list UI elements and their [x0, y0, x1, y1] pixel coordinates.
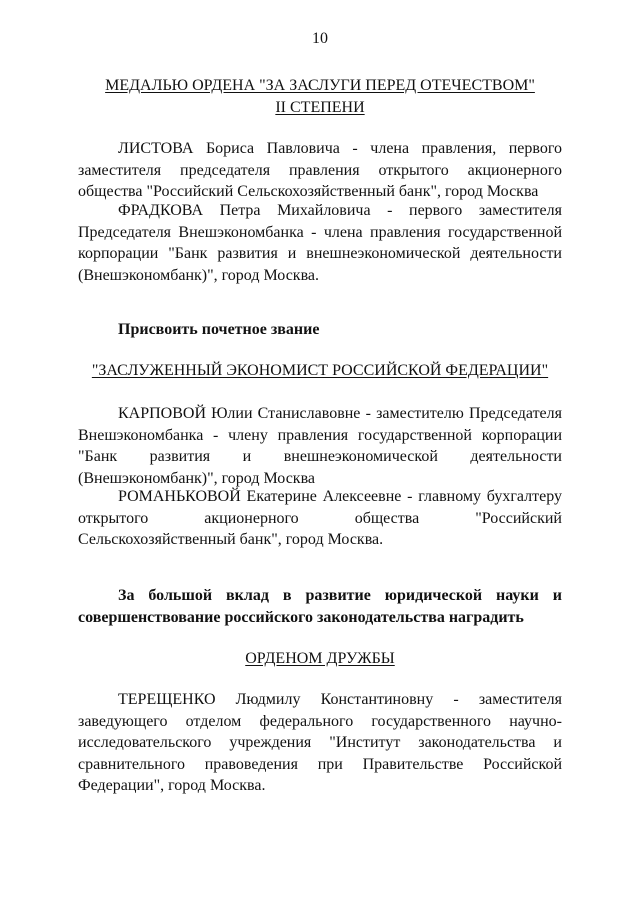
text-tereshchenko: Людмилу Константиновну - заместителя заведующего отделом федерального государственного научно-исследовательского учреждения "Институт законодательства и сравнительного правоведения при Правительстве Российской Федерации", город Москва. — [78, 691, 562, 794]
text-karpova: Юлии Станиславовне - заместителю Председателя Внешэкономбанка - члену правления государственной корпорации "Банк развития и внешнеэкономической деятельности (Внешэкономбанк)", город Москва — [78, 405, 562, 487]
medal-title — [80, 75, 560, 118]
honor-title-text: "ЗАСЛУЖЕННЫЙ ЭКОНОМИСТ РОССИЙСКОЙ ФЕДЕРАЦИИ" — [91, 362, 549, 379]
surname-karpova: КАРПОВОЙ — [118, 405, 207, 422]
text-fradkov: Петра Михайловича - первого заместителя Председателя Внешэкономбанка - члена правления государственной корпорации "Банк развития и внешнеэкономической деятельности (Внешэкономбанк)", город Москва. — [78, 202, 562, 284]
text-romankova: Екатерине Алексеевне - главному бухгалтеру открытого акционерного общества "Российский Сельскохозяйственный банк", город Москва. — [78, 488, 562, 548]
honor-title — [80, 360, 560, 382]
paragraph-listov — [78, 138, 562, 203]
contribution-text: За большой вклад в развитие юридической науки и совершенствование российского законодательства наградить — [78, 587, 562, 626]
surname-tereshchenko: ТЕРЕЩЕНКО — [118, 691, 216, 708]
surname-listov: ЛИСТОВА — [118, 140, 194, 157]
paragraph-karpova — [78, 403, 562, 489]
surname-fradkov: ФРАДКОВА — [118, 202, 204, 219]
paragraph-fradkov — [78, 200, 562, 286]
assign-title: Присвоить почетное звание — [118, 321, 320, 338]
medal-title-line2: II СТЕПЕНИ — [275, 98, 365, 116]
text-listov: Бориса Павловича - члена правления, первого заместителя председателя правления открытого акционерного общества "Российский Сельскохозяйственный банк", город Москва — [78, 140, 562, 200]
paragraph-tereshchenko — [78, 689, 562, 797]
order-title-text: ОРДЕНОМ ДРУЖБЫ — [245, 650, 395, 667]
surname-romankova: РОМАНЬКОВОЙ — [118, 488, 241, 505]
order-title — [80, 648, 560, 670]
paragraph-romankova — [78, 486, 562, 551]
medal-title-line1: МЕДАЛЬЮ ОРДЕНА "ЗА ЗАСЛУГИ ПЕРЕД ОТЕЧЕСТВОМ" — [105, 77, 535, 94]
page-number: 10 — [312, 30, 328, 47]
